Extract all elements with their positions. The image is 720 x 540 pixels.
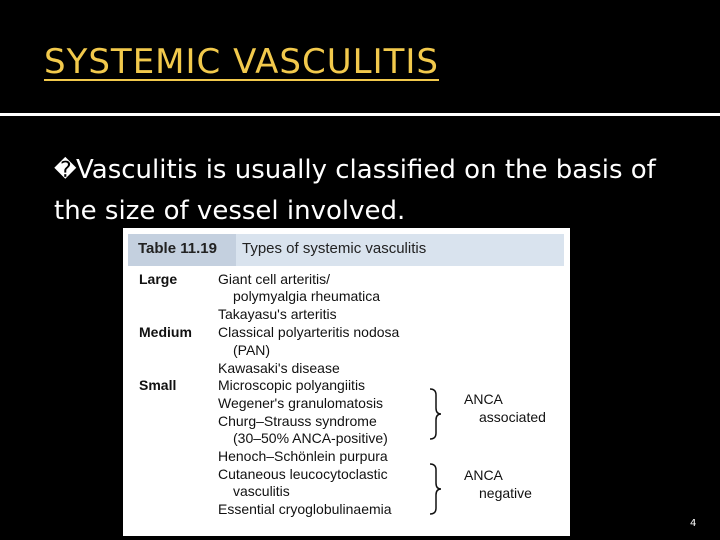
table-item: (PAN)	[233, 342, 271, 358]
bullet-point	[54, 150, 674, 231]
table-item: Churg–Strauss syndrome	[218, 413, 377, 429]
table-item: Microscopic polyangiitis	[218, 377, 366, 393]
anca-note: ANCA	[464, 391, 503, 407]
category-small: Small	[139, 377, 177, 393]
table-item: (30–50% ANCA-positive)	[233, 430, 388, 446]
table-caption: Types of systemic vasculitis	[242, 240, 427, 257]
table-item: Kawasaki's disease	[218, 360, 340, 376]
bullet-icon: �	[54, 158, 77, 183]
table-item: Takayasu's arteritis	[218, 306, 337, 322]
table-item: polymyalgia rheumatica	[233, 288, 381, 304]
table-item: vasculitis	[233, 483, 290, 499]
page-number: 4	[690, 518, 697, 529]
table-item: Giant cell arteritis/	[218, 271, 331, 287]
table-item: Henoch–Schönlein purpura	[218, 448, 388, 464]
anca-note: associated	[479, 409, 546, 425]
table-caption-cell	[236, 234, 564, 266]
table-number-cell	[128, 234, 238, 266]
anca-note: ANCA	[464, 467, 503, 483]
table-header	[123, 228, 570, 266]
anca-note: negative	[479, 485, 532, 501]
bullet-text: Vasculitis is usually classified on the basis of the size of vessel involved.	[54, 155, 656, 226]
vasculitis-table	[123, 228, 570, 536]
table-item: Cutaneous leucocytoclastic	[218, 466, 388, 482]
category-large: Large	[139, 271, 178, 287]
table-item: Essential cryoglobulinaemia	[218, 501, 392, 517]
slide-title: SYSTEMIC VASCULITIS	[44, 42, 439, 82]
table-number: Table 11.19	[138, 240, 217, 257]
table-item: Classical polyarteritis nodosa	[218, 324, 400, 340]
brace-icon	[424, 463, 446, 515]
table-item: Wegener's granulomatosis	[218, 395, 384, 411]
category-medium: Medium	[139, 324, 192, 340]
title-divider	[0, 113, 720, 116]
brace-icon	[424, 388, 446, 440]
